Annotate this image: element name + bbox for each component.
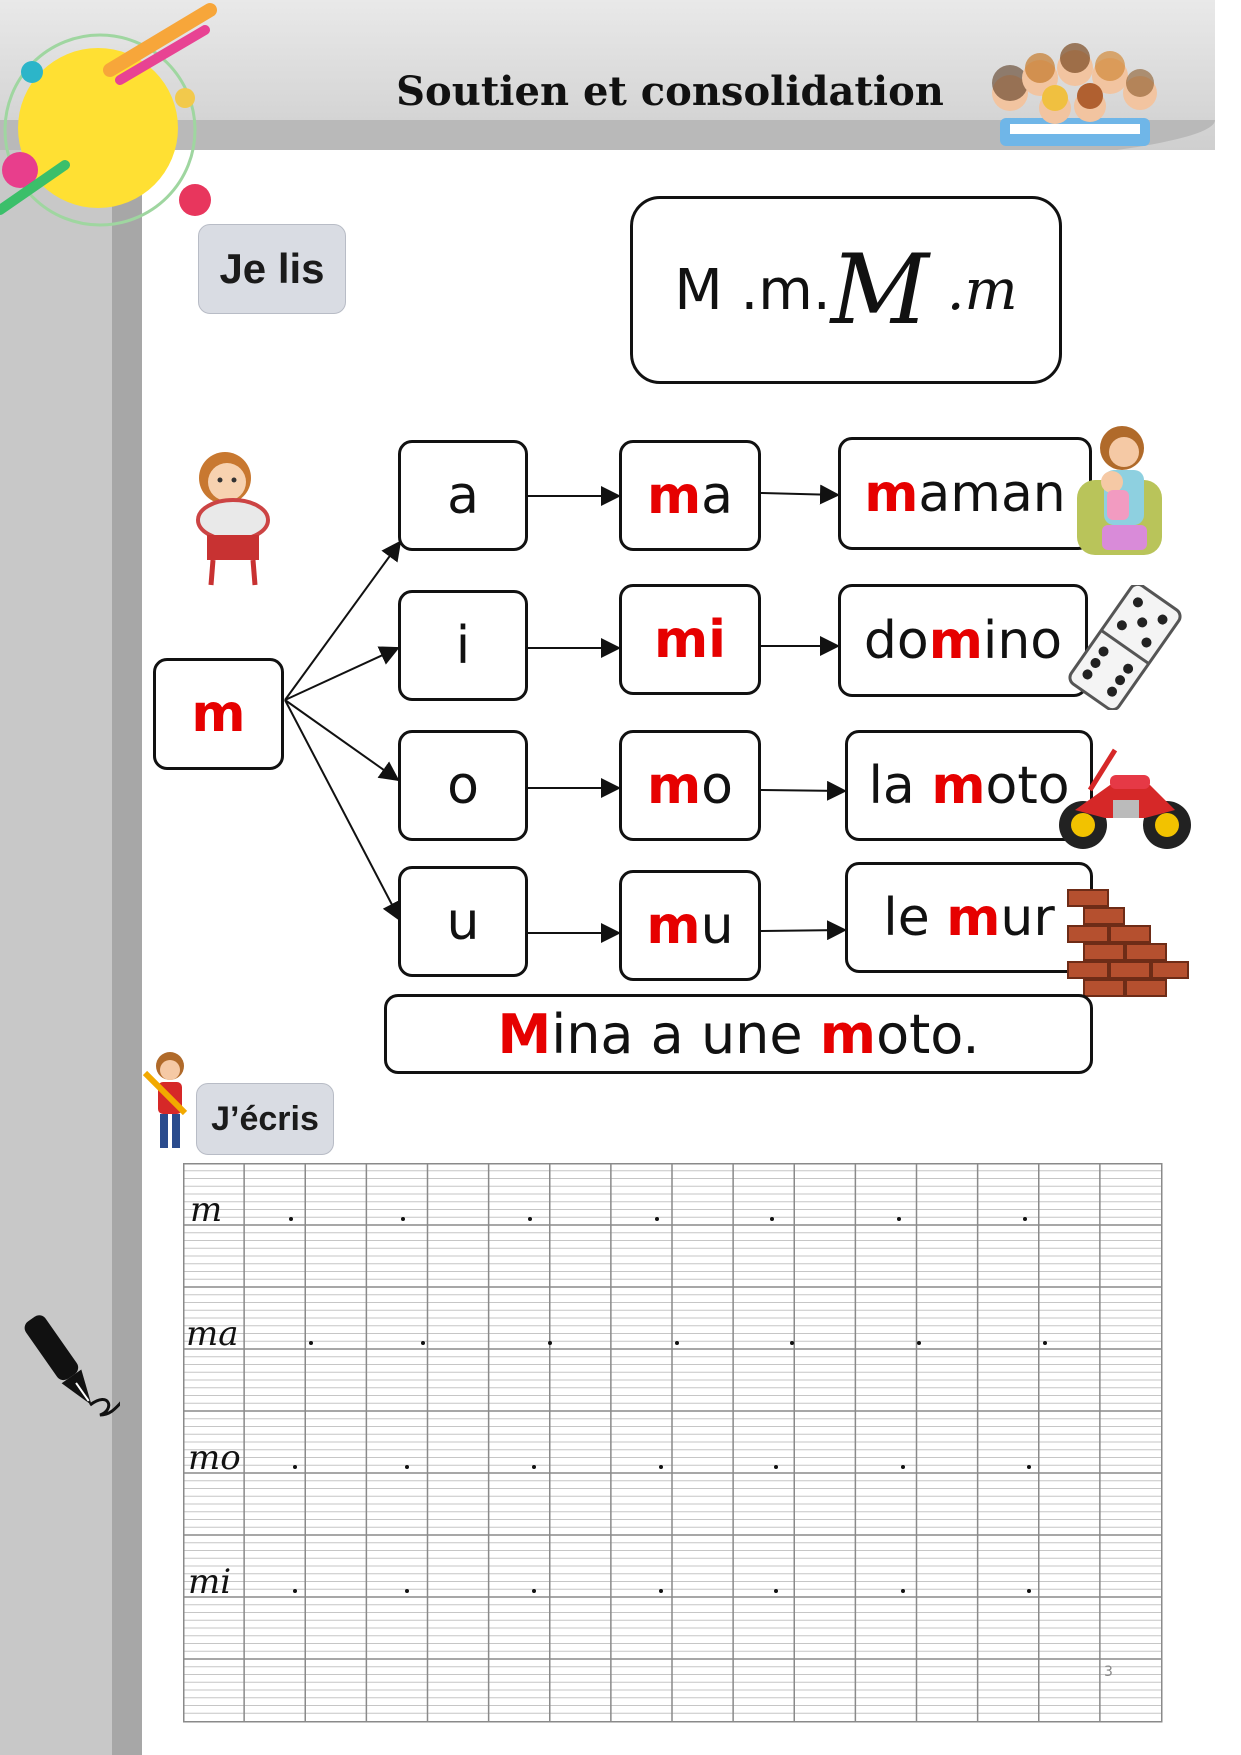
page-number: 3 [1104,1664,1113,1680]
tracing-dot [675,1341,679,1345]
tracing-dot [1043,1341,1047,1345]
tracing-dot [293,1465,297,1469]
word-pre: la [868,755,932,816]
writing-grid [183,1163,1163,1723]
syllable-rest: u [700,895,734,956]
tracing-dot [532,1589,536,1593]
word-post: aman [918,463,1066,524]
syllable-box [619,870,761,981]
word-box [838,437,1092,550]
word-post: ur [1000,887,1055,948]
sentence-highlight-1: M [497,1002,552,1066]
vowel-box: i [398,590,528,701]
word-highlight: m [864,463,919,524]
syllable-consonant: m [646,895,701,956]
tracing-dot [309,1341,313,1345]
letter-upper: M [674,257,723,323]
syllable-consonant: mi [653,609,726,670]
sentence-box [384,994,1093,1074]
section-label-writing: J’écris [196,1083,334,1155]
page-title: Soutien et consolidation [396,68,944,115]
tracing-dot [1027,1589,1031,1593]
girl-pencil-icon [140,1048,200,1153]
tracing-dot [1027,1465,1031,1469]
tracing-dot [1023,1217,1027,1221]
word-post: ino [982,610,1063,671]
motorcycle-icon [1055,740,1197,855]
brick-wall-icon [1066,882,1191,1002]
tracing-dot [528,1217,532,1221]
sentence-text-2: oto. [876,1002,980,1066]
sentence-text-1: ina a une [551,1002,820,1066]
tracing-dot [289,1217,293,1221]
tracing-dot [770,1217,774,1221]
tracing-dot [790,1341,794,1345]
tracing-dot [774,1589,778,1593]
vowel-box: o [398,730,528,841]
syllable-box [619,730,761,841]
mother-icon [1072,420,1167,565]
tracing-dot [401,1217,405,1221]
syllable-rest: o [701,755,733,816]
syllable-box [619,440,761,551]
tracing-dot [421,1341,425,1345]
root-letter-box: m [153,658,284,770]
tracing-dot [897,1217,901,1221]
tracing-model: ma [186,1314,239,1354]
tracing-dot [917,1341,921,1345]
tracing-model: m [190,1190,223,1230]
tracing-dot [405,1465,409,1469]
word-box [838,584,1088,697]
tracing-dot [548,1341,552,1345]
tracing-model: mo [188,1438,241,1478]
tracing-dot [901,1589,905,1593]
syllable-rest: a [701,465,734,526]
fountain-pen-icon [20,1310,120,1425]
vowel-box: u [398,866,528,977]
word-pre: le [883,887,947,948]
letter-cursive-upper: M [830,234,929,346]
letter-sep-1: .m. [722,257,831,323]
syllable-consonant: m [646,465,702,526]
syllable-box [619,584,761,695]
letter-sep-2: .m [928,257,1018,323]
sentence-highlight-2: m [819,1002,877,1066]
tracing-dot [293,1589,297,1593]
syllable-consonant: m [646,755,702,816]
tracing-dot [901,1465,905,1469]
word-box [845,862,1093,973]
tracing-dot [655,1217,659,1221]
section-label-reading: Je lis [198,224,346,314]
tracing-dot [659,1589,663,1593]
word-highlight: m [928,610,983,671]
word-pre: do [863,610,929,671]
domino-icon [1068,585,1183,710]
tracing-model: mi [188,1562,232,1602]
tracing-dot [532,1465,536,1469]
word-highlight: m [946,887,1001,948]
tracing-dot [659,1465,663,1469]
vowel-box: a [398,440,528,551]
tracing-dot [405,1589,409,1593]
word-highlight: m [931,755,986,816]
word-post: oto [985,755,1070,816]
tracing-dot [774,1465,778,1469]
